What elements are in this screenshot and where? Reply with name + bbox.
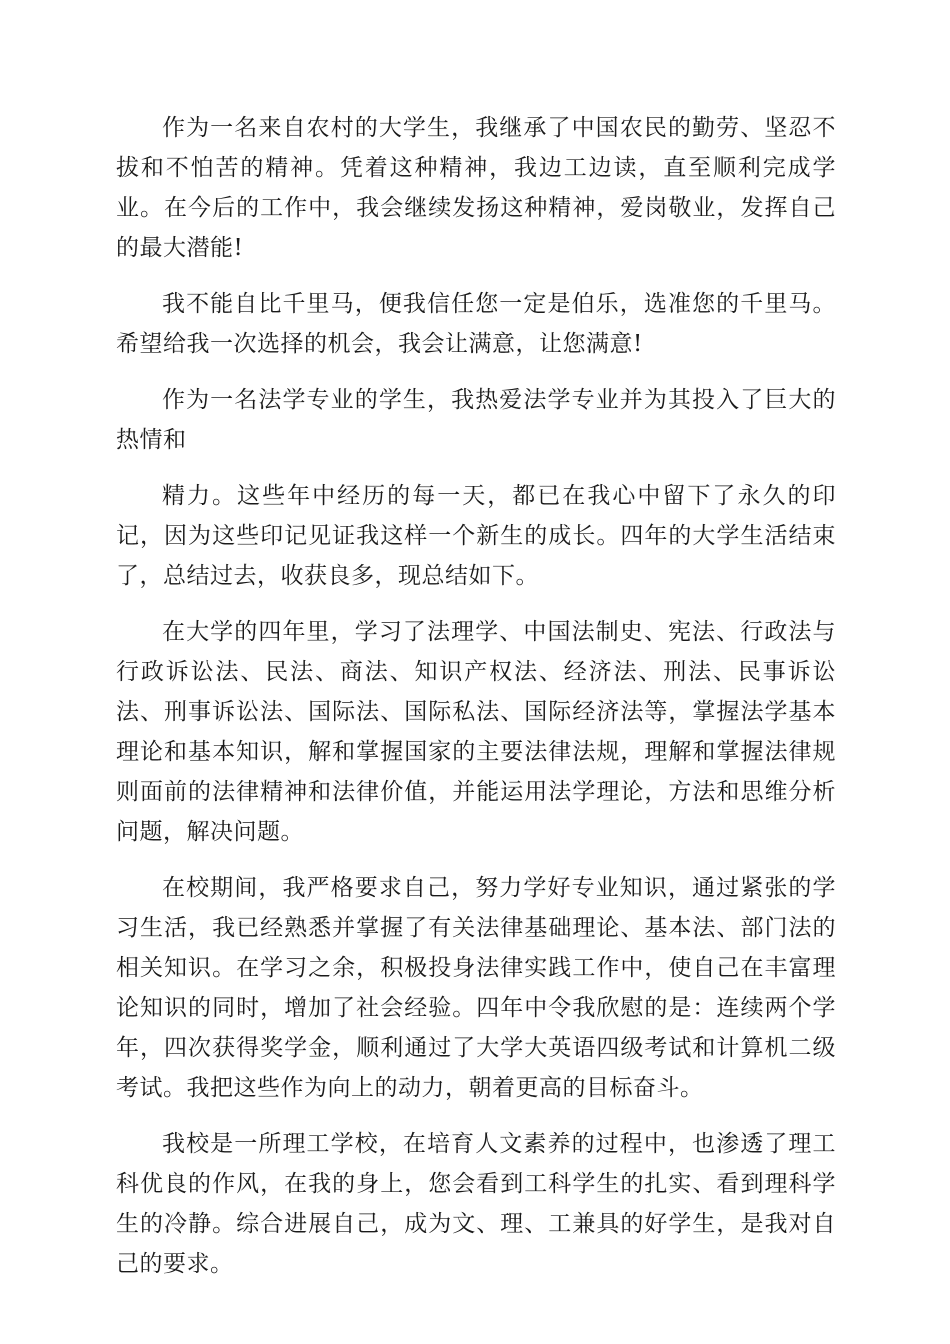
paragraph: 在校期间，我严格要求自己，努力学好专业知识，通过紧张的学习生活，我已经熟悉并掌握了有关法律基础理论、基本法、部门法的相关知识。在学习之余，积极投身法律实践工作中，使自己在丰富理论知识的同时，增加了社会经验。四年中令我欣慰的是：连续两个学年，四次获得奖学金，顺利通过了大学大英语四级考试和计算机二级考试。我把这些作为向上的动力，朝着更高的目标奋斗。 [116, 875, 836, 1101]
document-body [116, 108, 836, 1300]
paragraph: 我不能自比千里马，便我信任您一定是伯乐，选准您的千里马。希望给我一次选择的机会，我会让满意，让您满意! [116, 291, 836, 357]
paragraph: 作为一名来自农村的大学生，我继承了中国农民的勤劳、坚忍不拔和不怕苦的精神。凭着这种精神，我边工边读，直至顺利完成学业。在今后的工作中，我会继续发扬这种精神，爱岗敬业，发挥自己的最大潜能! [116, 115, 836, 261]
paragraph: 精力。这些年中经历的每一天，都已在我心中留下了永久的印记，因为这些印记见证我这样一个新生的成长。四年的大学生活结束了，总结过去，收获良多，现总结如下。 [116, 483, 836, 589]
paragraph: 我校是一所理工学校，在培育人文素养的过程中，也渗透了理工科优良的作风，在我的身上，您会看到工科学生的扎实、看到理科学生的冷静。综合进展自己，成为文、理、工兼具的好学生，是我对自己的要求。 [116, 1131, 836, 1277]
paragraph: 作为一名法学专业的学生，我热爱法学专业并为其投入了巨大的热情和 [116, 387, 836, 453]
paragraph: 在大学的四年里，学习了法理学、中国法制史、宪法、行政法与行政诉讼法、民法、商法、知识产权法、经济法、刑法、民事诉讼法、刑事诉讼法、国际法、国际私法、国际经济法等，掌握法学基本理论和基本知识，解和掌握国家的主要法律法规，理解和掌握法律规则面前的法律精神和法律价值，并能运用法学理论，方法和思维分析问题，解决问题。 [116, 619, 836, 845]
